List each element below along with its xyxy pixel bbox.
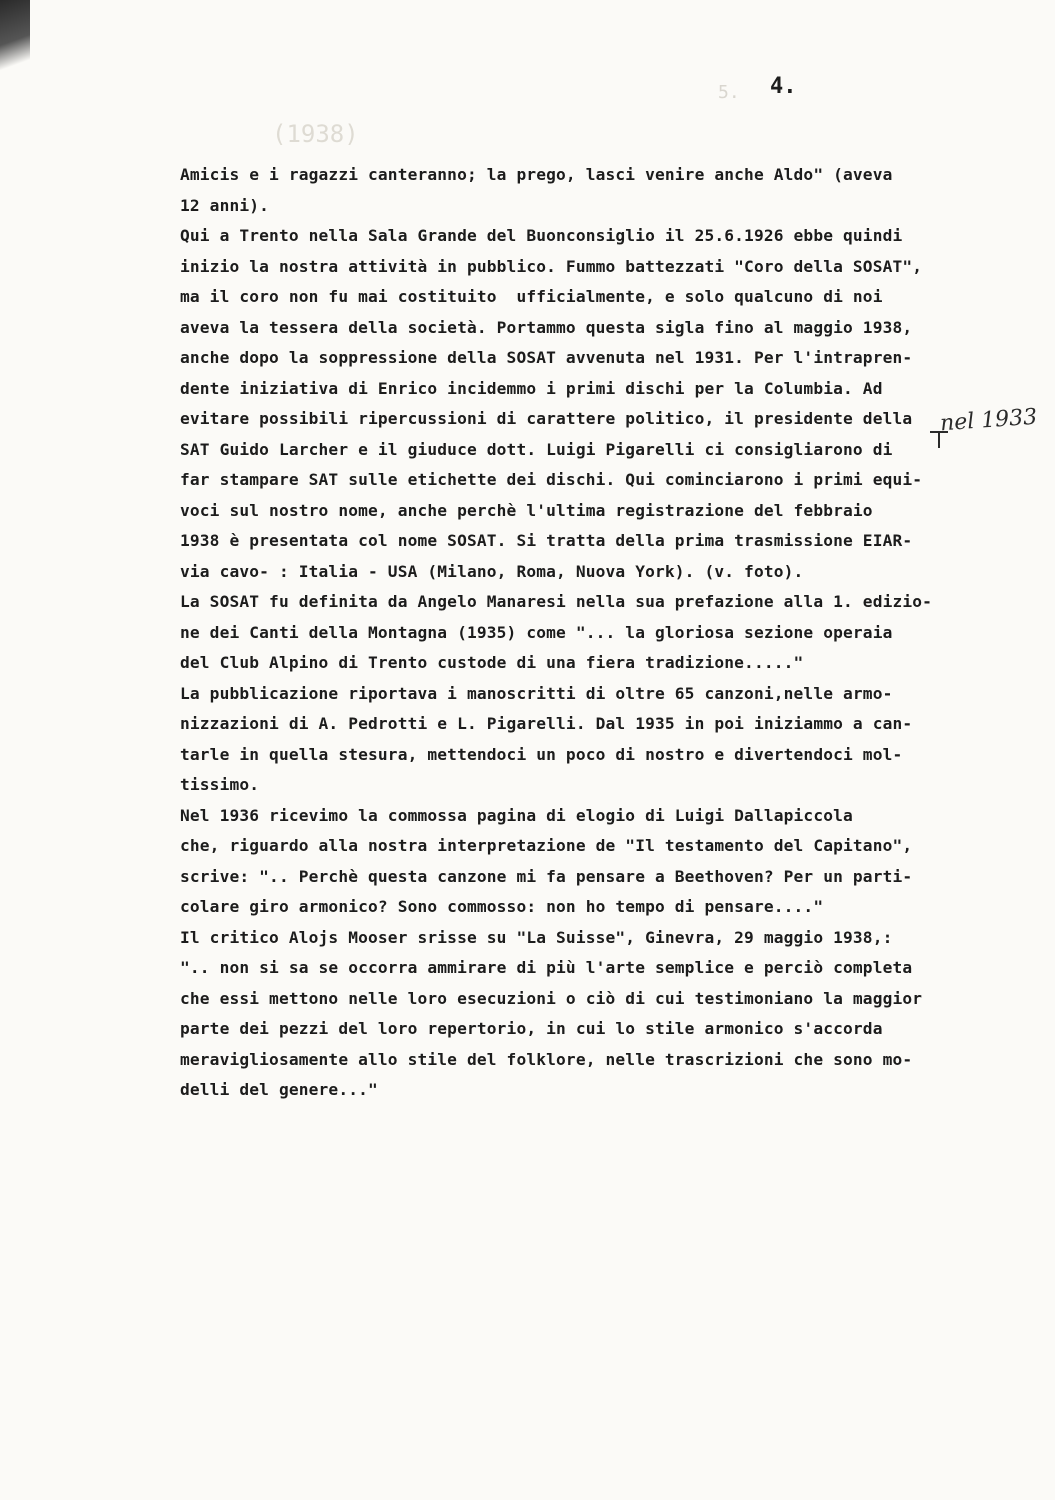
text-line: dente iniziativa di Enrico incidemmo i primi dischi per la Columbia. Ad (180, 378, 883, 398)
text-line: Amicis e i ragazzi canteranno; la prego, lasci venire anche Aldo" (aveva (180, 165, 893, 184)
text-line: voci sul nostro nome, anche perchè l'ultima registrazione del febbraio (180, 500, 873, 520)
text-line: aveva la tessera della società. Portammo questa sigla fino al maggio 1938, (180, 317, 913, 337)
text-line: far stampare SAT sulle etichette dei dischi. Qui cominciarono i primi equi- (180, 470, 923, 489)
text-line: 12 anni). (180, 195, 270, 215)
text-line: Qui a Trento nella Sala Grande del Buonconsiglio il 25.6.1926 ebbe quindi (180, 226, 903, 245)
text-line: meravigliosamente allo stile del folklore, nelle trascrizioni che sono mo- (180, 1049, 913, 1069)
text-line: La SOSAT fu definita da Angelo Manaresi nella sua prefazione alla 1. edizio- (180, 592, 933, 611)
page-number: 4. (770, 74, 797, 99)
text-line: SAT Guido Larcher e il giuduce dott. Luigi Pigarelli ci consigliarono di (180, 439, 893, 459)
text-line: che, riguardo alla nostra interpretazione de "Il testamento del Capitano", (180, 836, 913, 855)
text-line: delli del genere..." (180, 1080, 378, 1099)
text-line: via cavo- : Italia - USA (Milano, Roma, Nuova York). (v. foto). (180, 561, 804, 581)
text-line: anche dopo la soppressione della SOSAT avvenuta nel 1931. Per l'intrapren- (180, 348, 913, 367)
text-line: nizzazioni di A. Pedrotti e L. Pigarelli. Dal 1935 in poi iniziammo a can- (180, 714, 913, 733)
text-line: scrive: ".. Perchè questa canzone mi fa pensare a Beethoven? Per un parti- (180, 866, 913, 886)
text-line: ne dei Canti della Montagna (1935) come "... la gloriosa sezione operaia (180, 622, 893, 642)
text-line: del Club Alpino di Trento custode di una fiera tradizione....." (180, 653, 804, 672)
text-line: parte dei pezzi del loro repertorio, in cui lo stile armonico s'accorda (180, 1019, 883, 1038)
text-line: Il critico Alojs Mooser srisse su "La Suisse", Ginevra, 29 maggio 1938,: (180, 927, 893, 947)
text-line: colare giro armonico? Sono commosso: non ho tempo di pensare...." (180, 897, 824, 916)
text-line: evitare possibili ripercussioni di carattere politico, il presidente della (180, 409, 913, 428)
scan-corner-shadow (0, 0, 30, 90)
text-line: Nel 1936 ricevimo la commossa pagina di elogio di Luigi Dallapiccola (180, 805, 853, 825)
insertion-mark-icon (928, 430, 950, 450)
text-line: La pubblicazione riportava i manoscritti di oltre 65 canzoni,nelle armo- (180, 683, 893, 703)
text-line: che essi mettono nelle loro esecuzioni o ciò di cui testimoniano la maggior (180, 988, 923, 1008)
text-line: tissimo. (180, 775, 260, 794)
text-line: tarle in quella stesura, mettendoci un poco di nostro e divertendoci mol- (180, 744, 903, 764)
handwritten-annotation: nel 1933 (939, 404, 1038, 437)
text-line: ".. non si sa se occorra ammirare di più l'arte semplice e perciò completa (180, 958, 913, 977)
text-line: 1938 è presentata col nome SOSAT. Si tratta della prima trasmissione EIAR- (180, 531, 913, 550)
text-line: ma il coro non fu mai costituito ufficialmente, e solo qualcuno di noi (180, 287, 883, 306)
typed-body-text (180, 160, 1010, 1106)
text-line: inizio la nostra attività in pubblico. Fummo battezzati "Coro della SOSAT", (180, 256, 923, 276)
bleed-through-year: (1938) (272, 120, 359, 148)
bleed-through-page-number: 5. (718, 82, 740, 103)
